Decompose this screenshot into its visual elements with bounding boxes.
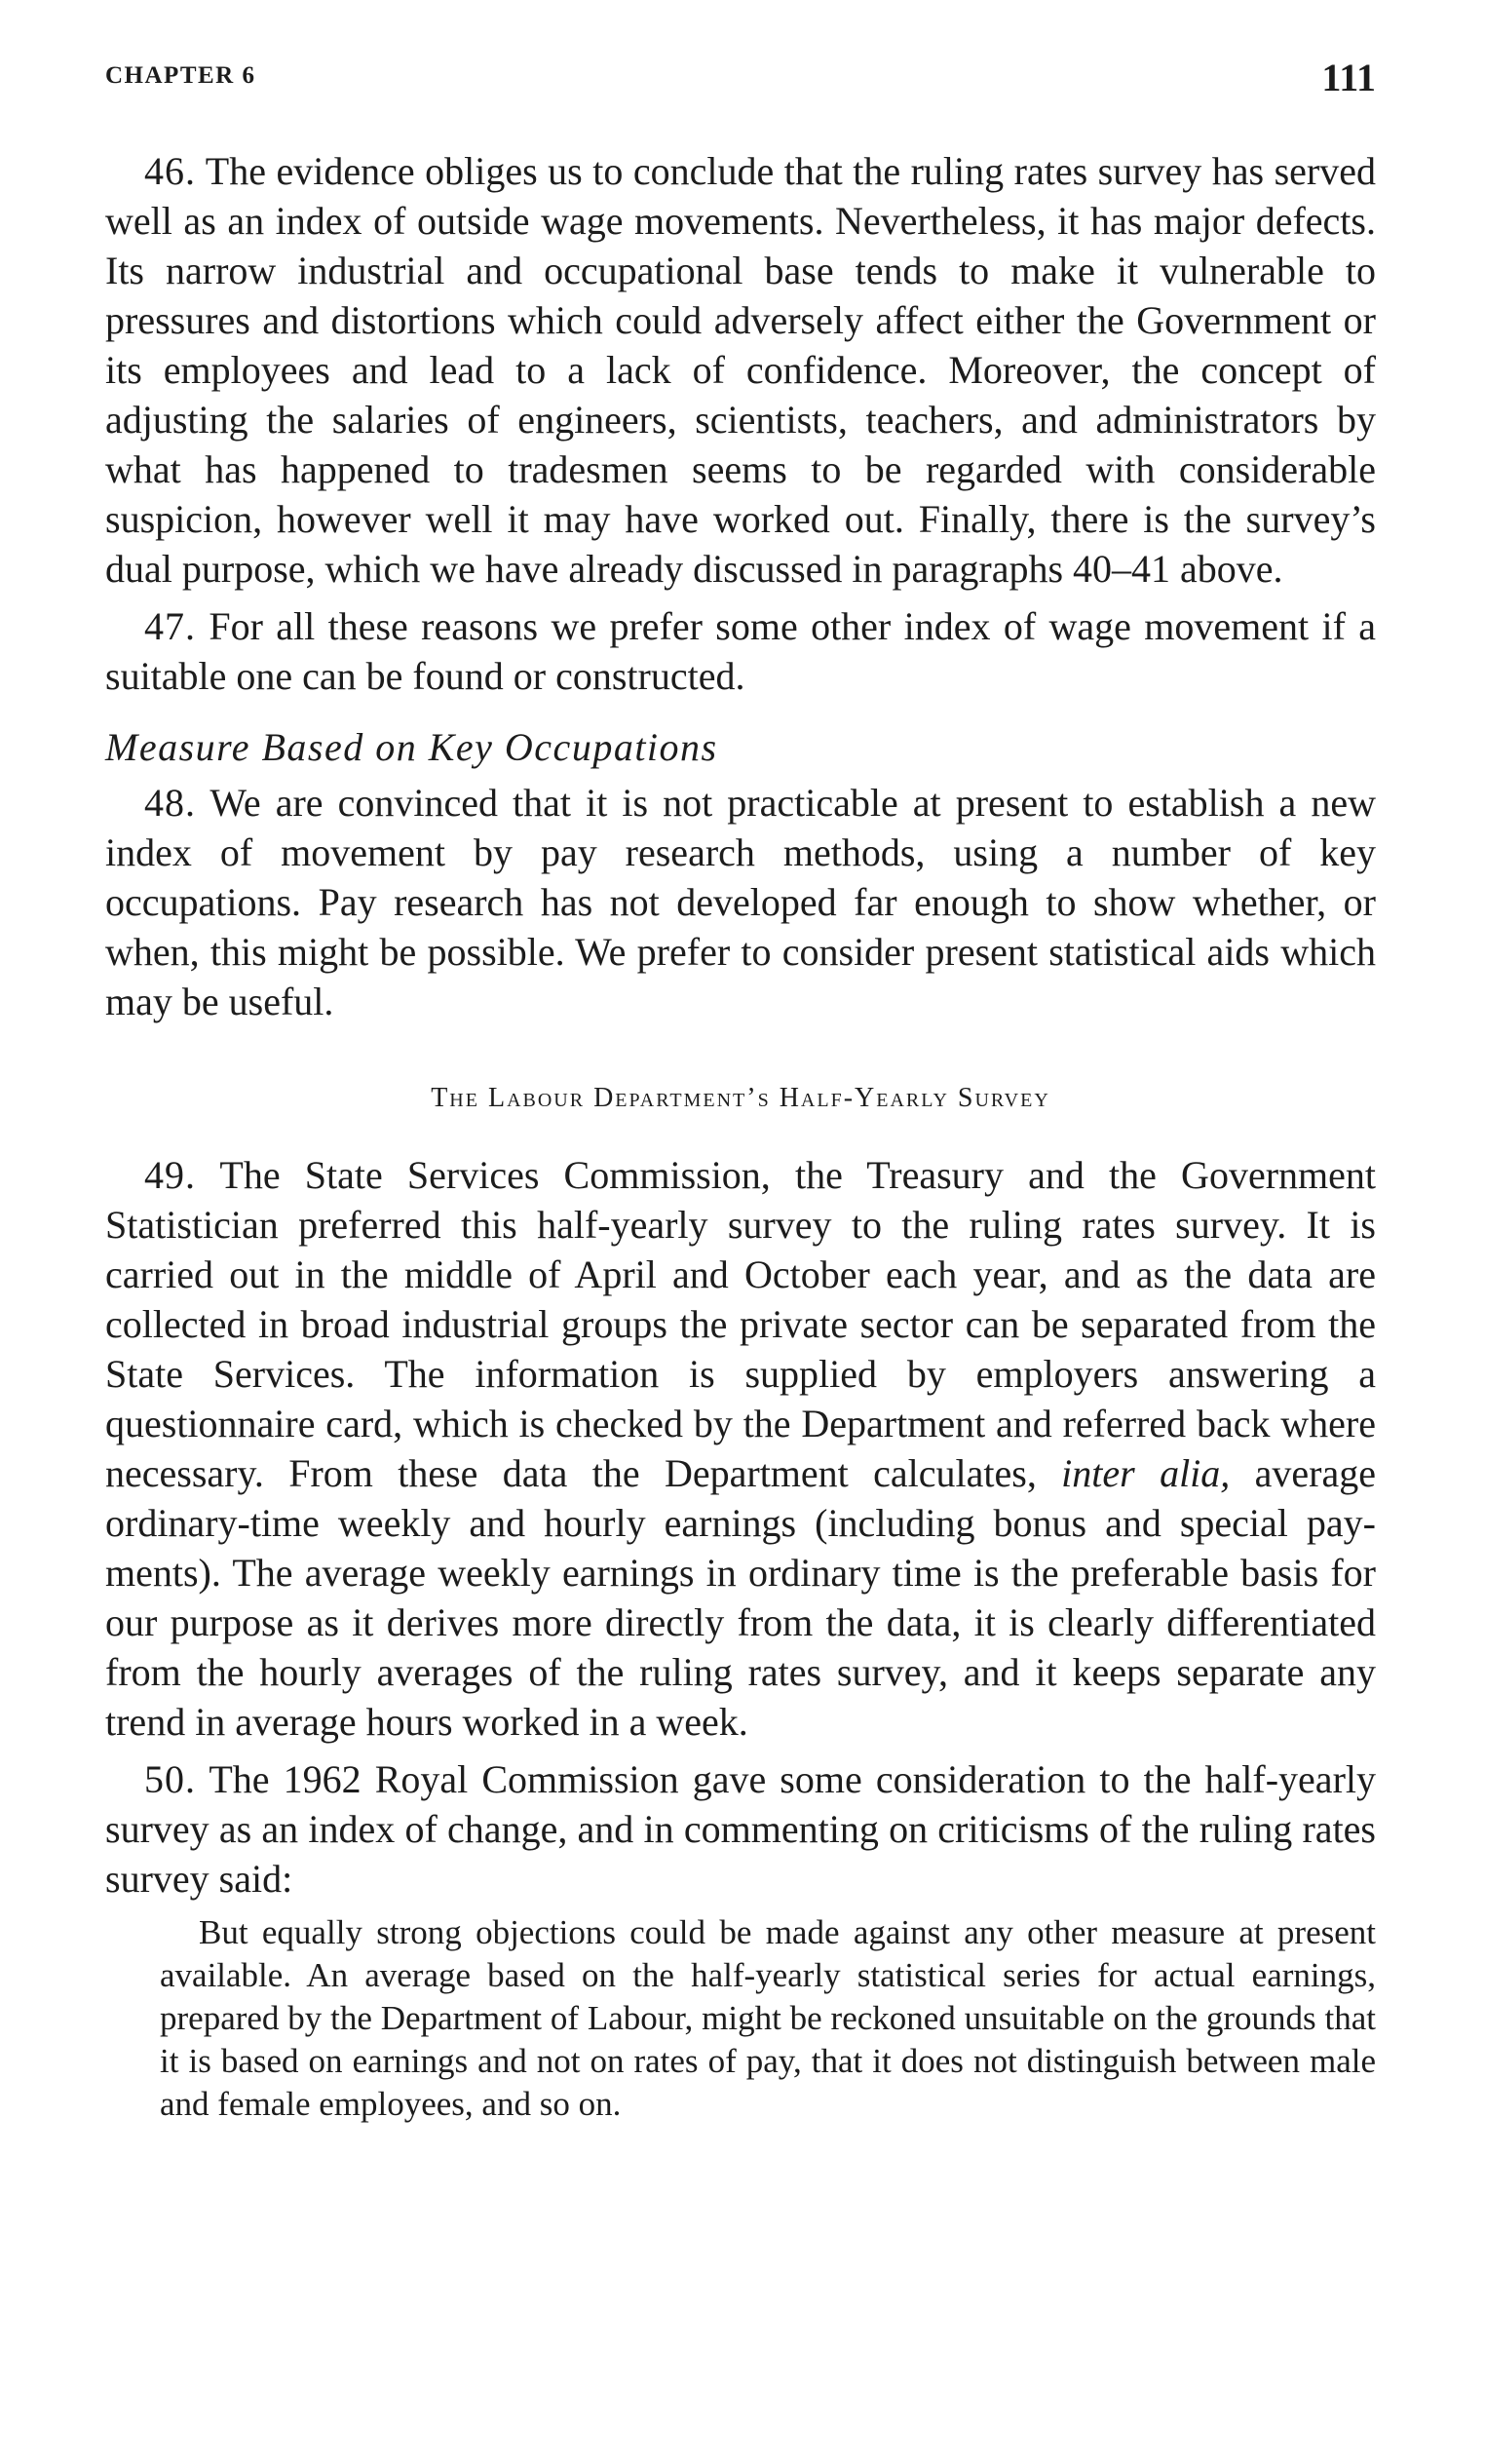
- section-heading: The Labour Department’s Half-Yearly Survey: [431, 1083, 1050, 1113]
- paragraph-text: We are convinced that it is not practicable at present to establish a new index of movement by pay research methods, using a number of key occupations. Pay research has not developed far enough to show whether, or when, this might be possible. We prefer to consider present statistical aids which may be useful.: [105, 781, 1376, 1023]
- paragraph-text: For all these reasons we prefer some other index of wage movement if a suitable one can be found or constructed.: [105, 604, 1376, 698]
- page-number: 111: [1321, 56, 1376, 99]
- paragraph-46: [105, 146, 1376, 594]
- block-quote: But equally strong objections could be made against any other measure at present available. An average based on the half-yearly statistical series for actual earnings, prepared by the Department of Labour, might be reckoned unsuitable on the grounds that it is based on earnings and not on rates of pay, that it does not distinguish between male and female employees, and so on.: [160, 1913, 1376, 2123]
- chapter-label: CHAPTER 6: [105, 62, 256, 89]
- paragraph-47: [105, 601, 1376, 701]
- body-text: [105, 146, 1376, 2126]
- paragraph-text: The evidence obliges us to conclude that the ruling rates survey has served well as an index of outside wage movements. Nevertheless, it has major defects. Its narrow industrial and occupational base tends to make it vulnerable to pressures and distortions which could adversely affect either the Government or its employees and lead to a lack of confidence. Moreover, the concept of adjusting the salaries of engineers, scientists, teachers, and administrators by what has happened to tradesmen seems to be regarded with considerable suspicion, however well it may have worked out. Finally, there is the survey’s dual purpose, which we have already discussed in paragraphs 40–41 above.: [105, 149, 1376, 591]
- subheading-key-occupations: Measure Based on Key Occupations: [105, 725, 718, 769]
- paragraph-text: The 1962 Royal Commission gave some consideration to the half-yearly survey as an index of change, and in commenting on criticisms of the ruling rates survey said:: [105, 1757, 1376, 1901]
- paragraph-text: average ordinary-time weekly and hourly earnings (including bonus and special payments). The average weekly earnings in ordinary time is the preferable basis for our purpose as it derives more directly from the data, it is clearly differentiated from the hourly averages of the ruling rates survey, and it keeps separate any trend in average hours worked in a week.: [105, 1451, 1376, 1744]
- paragraph-number: 48.: [144, 781, 196, 825]
- paragraph-49: [105, 1150, 1376, 1747]
- running-head: [105, 55, 1376, 113]
- paragraph-number: 46.: [144, 149, 196, 193]
- latin-phrase: inter alia,: [1061, 1451, 1231, 1495]
- paragraph-48: [105, 778, 1376, 1026]
- paragraph-number: 50.: [144, 1757, 196, 1801]
- paragraph-text: The State Services Commission, the Treasury and the Government Statistician preferred this half-yearly survey to the ruling rates survey. It is carried out in the middle of April and October each year, and as the data are collected in broad industrial groups the private sector can be separated from the State Services. The information is supplied by employers answering a questionnaire card, which is checked by the Department and referred back where necessary. From these data the Department calculates,: [105, 1153, 1376, 1495]
- paragraph-number: 47.: [144, 604, 196, 648]
- paragraph-number: 49.: [144, 1153, 196, 1197]
- paragraph-50: [105, 1754, 1376, 1904]
